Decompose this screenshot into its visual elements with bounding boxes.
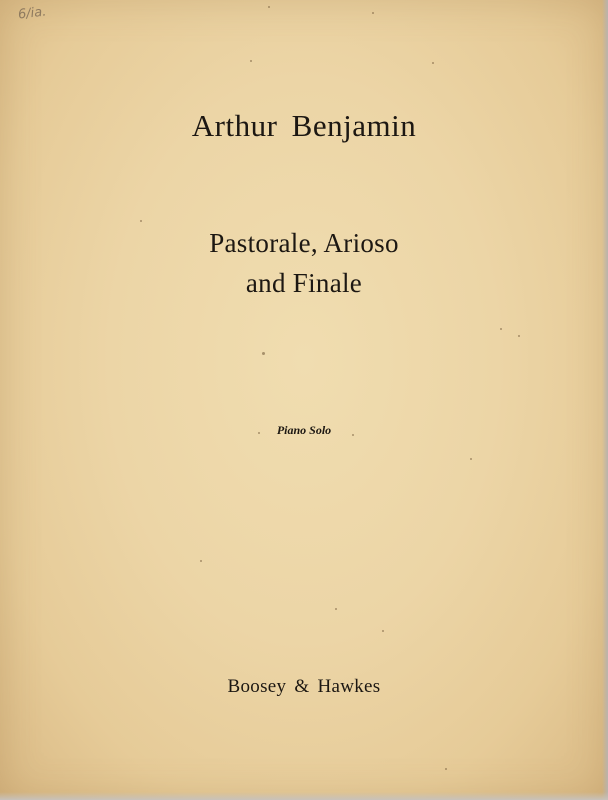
paper-speck: [262, 352, 265, 355]
paper-speck: [372, 12, 374, 14]
instrumentation: Piano Solo: [276, 423, 332, 437]
paper-speck: [140, 220, 142, 222]
paper-speck: [200, 560, 202, 562]
paper-speck: [470, 458, 472, 460]
publisher-name: Boosey & Hawkes: [227, 676, 381, 697]
paper-speck: [382, 630, 384, 632]
pencil-annotation: 6/ia.: [17, 4, 48, 23]
work-title-line-1: Pastorale, Arioso: [209, 228, 399, 258]
paper-speck: [335, 608, 337, 610]
paper-speck: [432, 62, 434, 64]
paper-speck: [518, 335, 520, 337]
paper-speck: [500, 328, 502, 330]
paper-speck: [268, 6, 270, 8]
scan-bottom-edge: [0, 792, 608, 800]
paper-speck: [445, 768, 447, 770]
paper-speck: [250, 60, 252, 62]
work-title-line-2: and Finale: [245, 268, 363, 298]
composer-name: Arthur Benjamin: [191, 108, 417, 143]
